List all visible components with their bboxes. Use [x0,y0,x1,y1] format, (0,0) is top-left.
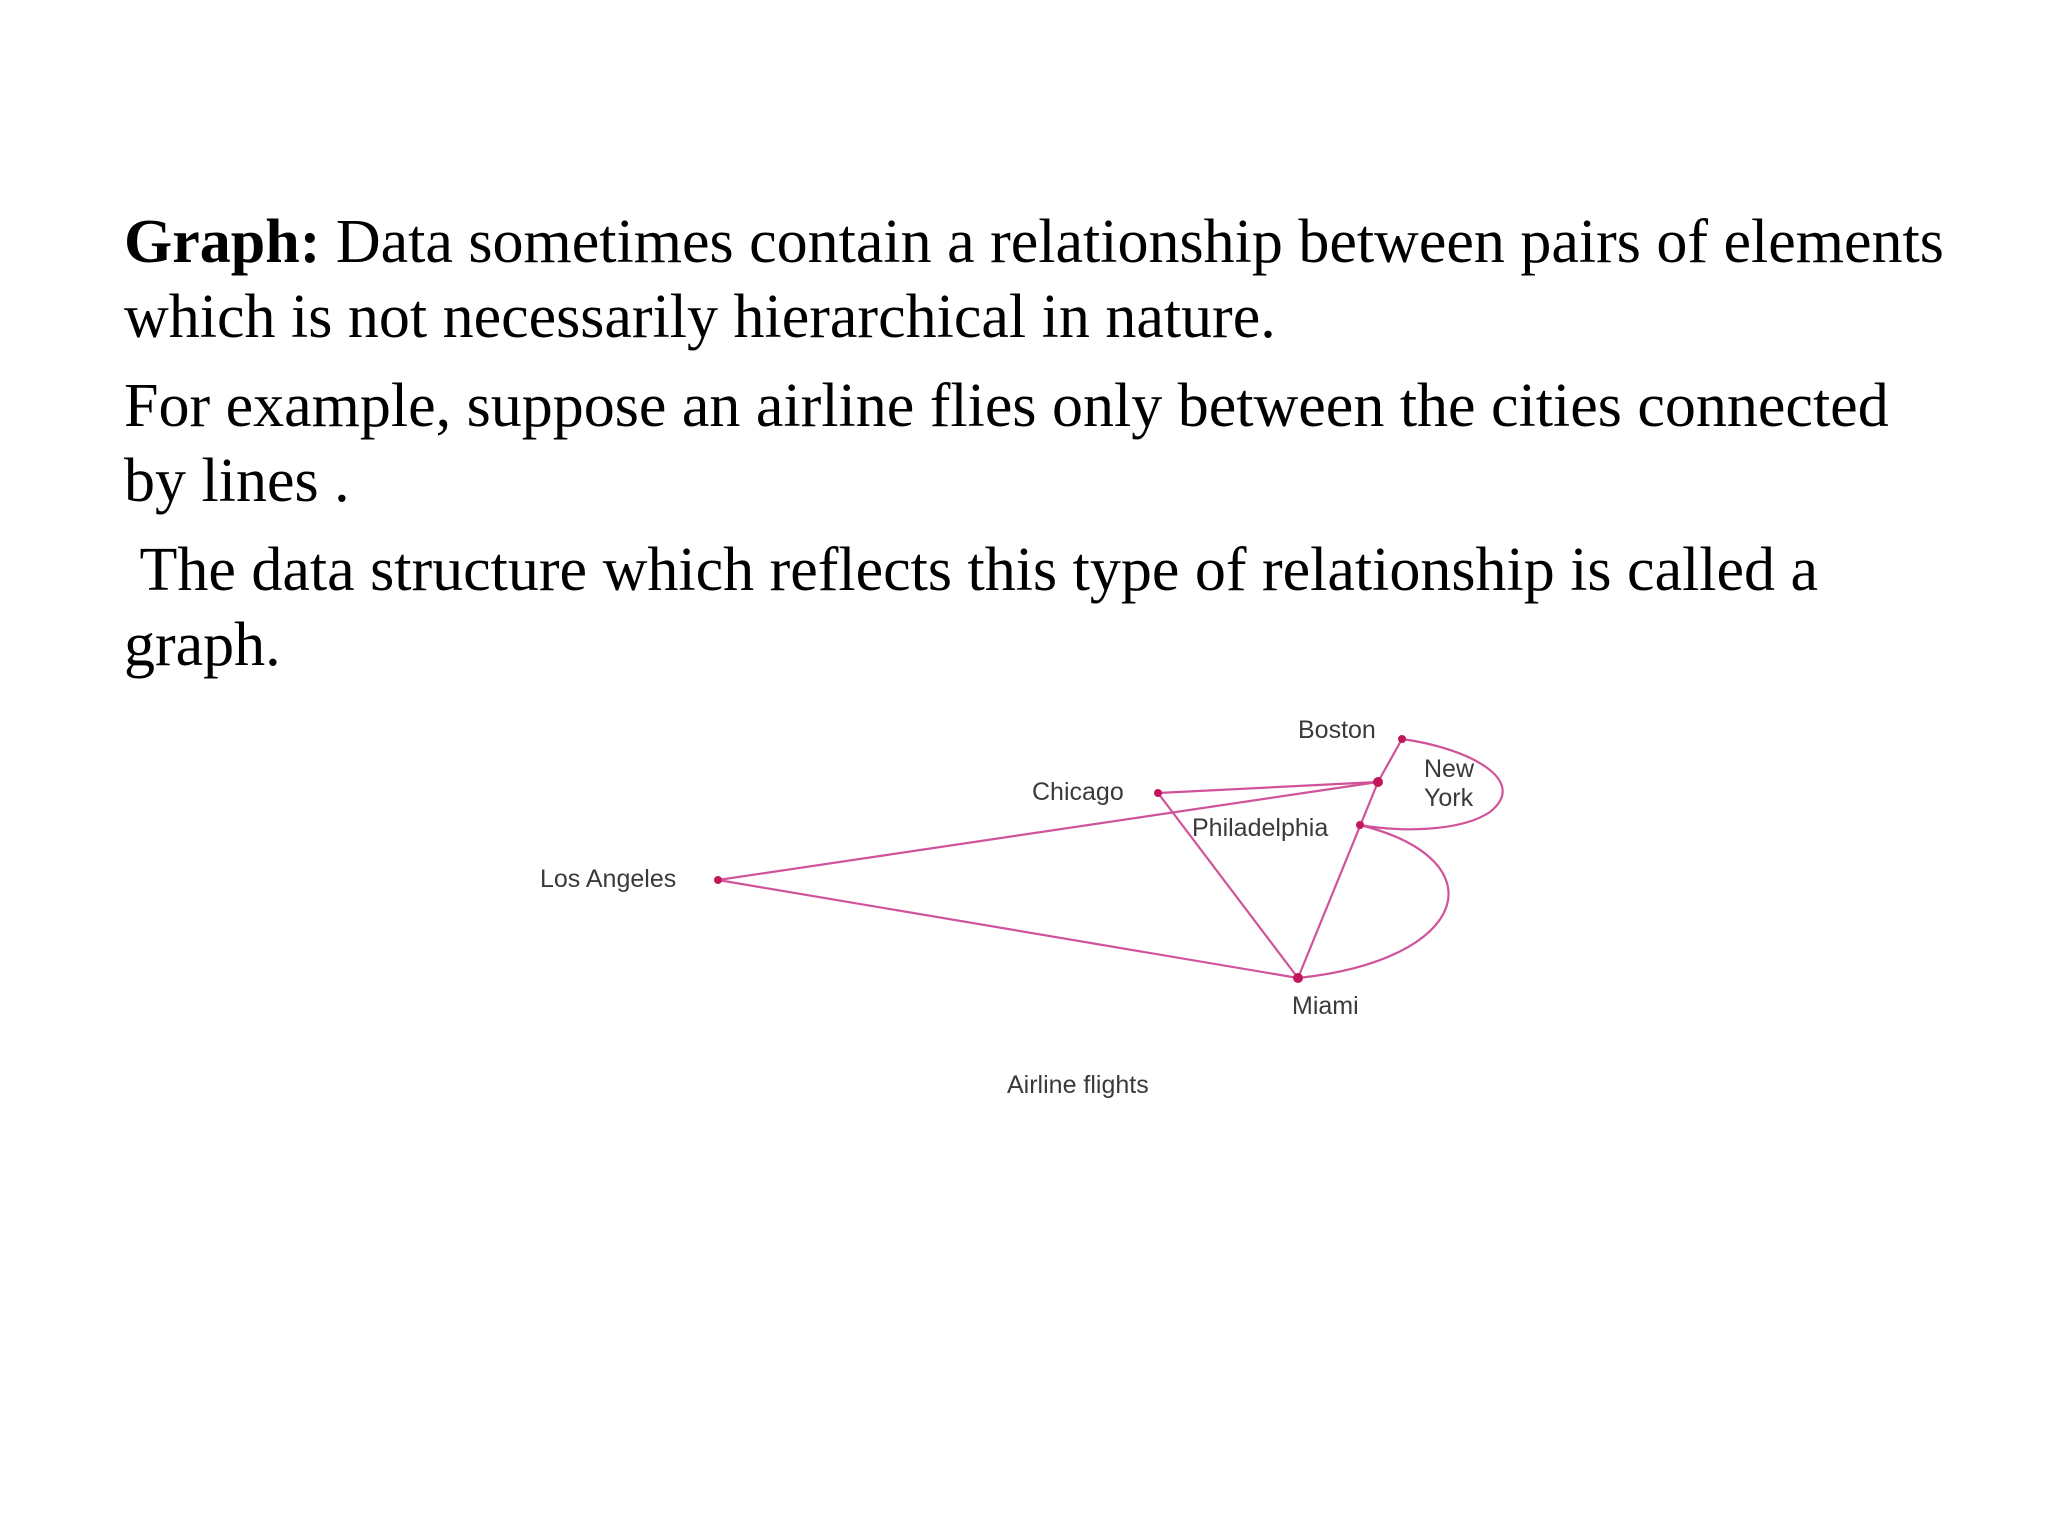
paragraph-conclusion: The data structure which reflects this type of relationship is called a graph. [124,536,1834,679]
label-chicago: Chicago [1032,778,1124,806]
edge-philadelphia-miami [1298,825,1449,978]
node-new-york [1373,777,1383,787]
node-miami [1293,973,1303,983]
figure-caption: Airline flights [1007,1071,1149,1099]
edge-la-miami [718,880,1298,978]
edge-boston-newyork [1378,739,1402,782]
node-chicago [1154,789,1162,797]
term-graph: Graph: [124,208,321,276]
node-boston [1398,735,1406,743]
label-miami: Miami [1292,992,1359,1020]
label-new-york-line2: York [1424,784,1474,812]
definition-text: Data sometimes contain a relationship between pairs of elements which is not necessarily hierarchical in nature. [124,208,1944,351]
label-los-angeles: Los Angeles [540,865,677,893]
node-philadelphia [1356,821,1364,829]
edge-newyork-miami [1298,782,1378,978]
label-philadelphia: Philadelphia [1192,814,1329,842]
paragraph-example: For example, suppose an airline flies only between the cities connected by lines . [124,372,1889,515]
label-boston: Boston [1298,716,1376,744]
label-new-york-line1: New [1424,755,1475,783]
node-los-angeles [714,876,722,884]
